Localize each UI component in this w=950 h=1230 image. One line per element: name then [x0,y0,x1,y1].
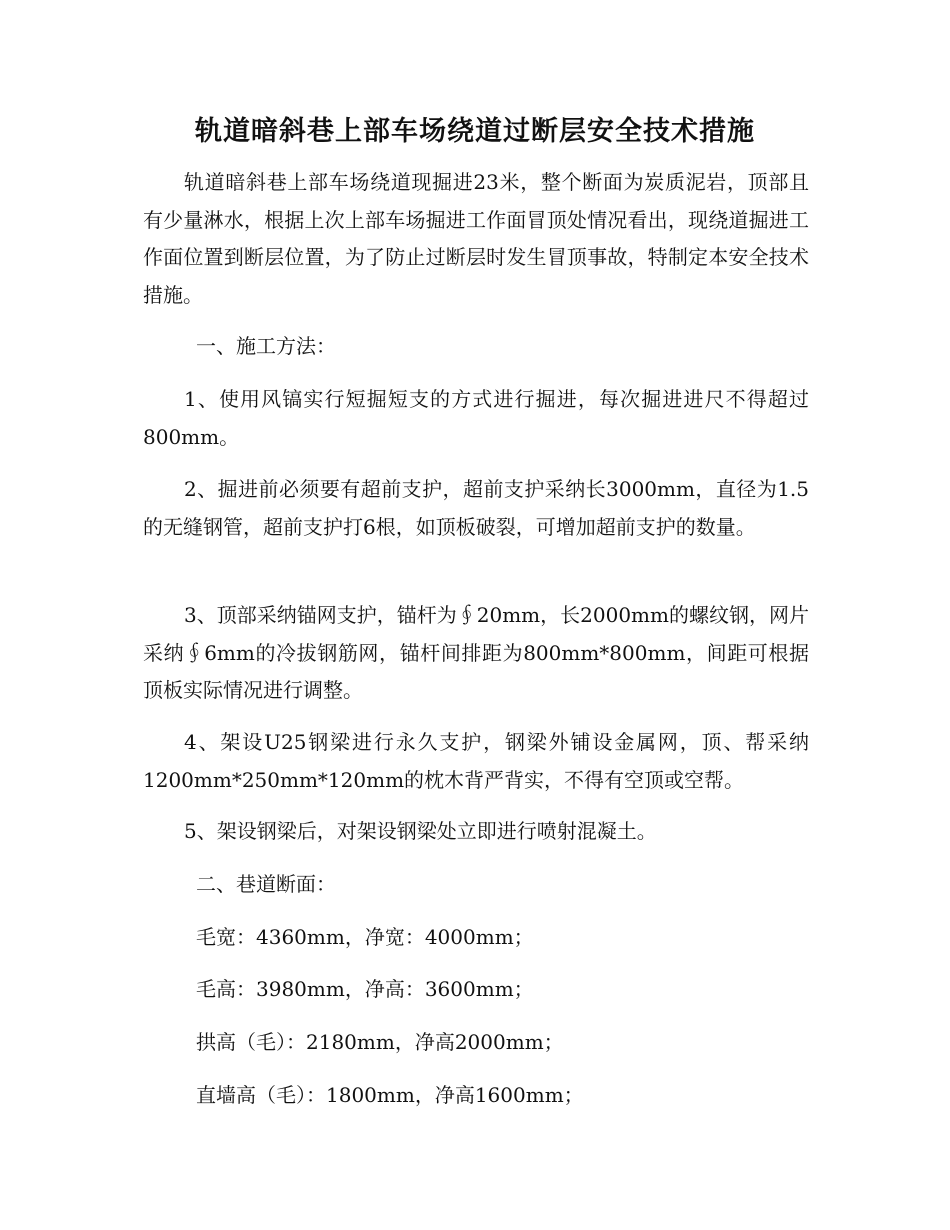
spec-height: 毛高：3980mm，净高：3600mm； [196,977,534,1001]
intro-paragraph: 轨道暗斜巷上部车场绕道现掘进23米，整个断面为炭质泥岩，顶部且有少量淋水，根据上次上部车场掘进工作面冒顶处情况看出，现绕道掘进工作面位置到断层位置，为了防止过断层时发生冒顶事故，特制定本安全技术措施。 [143,170,809,307]
method-item-4: 4、架设U25钢梁进行永久支护，钢梁外铺设金属网，顶、帮采纳1200mm*250mm*120mm的枕木背严背实，不得有空顶或空帮。 [143,730,809,792]
document-title: 轨道暗斜巷上部车场绕道过断层安全技术措施 [195,116,755,147]
method-item-1: 1、使用风镐实行短掘短支的方式进行掘进，每次掘进进尺不得超过800mm。 [143,387,809,449]
method-item-2: 2、掘进前必须要有超前支护，超前支护采纳长3000mm，直径为1.5的无缝钢管，超前支护打6根，如顶板破裂，可增加超前支护的数量。 [143,477,809,539]
section-heading-roadway-section: 二、巷道断面： [196,872,336,896]
method-item-5: 5、架设钢梁后，对架设钢梁处立即进行喷射混凝土。 [184,819,657,843]
spec-width: 毛宽：4360mm，净宽：4000mm； [196,925,534,949]
method-item-3: 3、顶部采纳锚网支护，锚杆为∮20mm，长2000mm的螺纹钢，网片采纳∮6mm的冷拔钢筋网，锚杆间排距为800mm*800mm，间距可根据顶板实际情况进行调整。 [143,603,809,702]
spec-wall-height: 直墙高（毛）：1800mm，净高1600mm； [196,1083,584,1107]
section-heading-construction-method: 一、施工方法： [196,334,336,358]
spec-arch-height: 拱高（毛）：2180mm，净高2000mm； [196,1030,564,1054]
